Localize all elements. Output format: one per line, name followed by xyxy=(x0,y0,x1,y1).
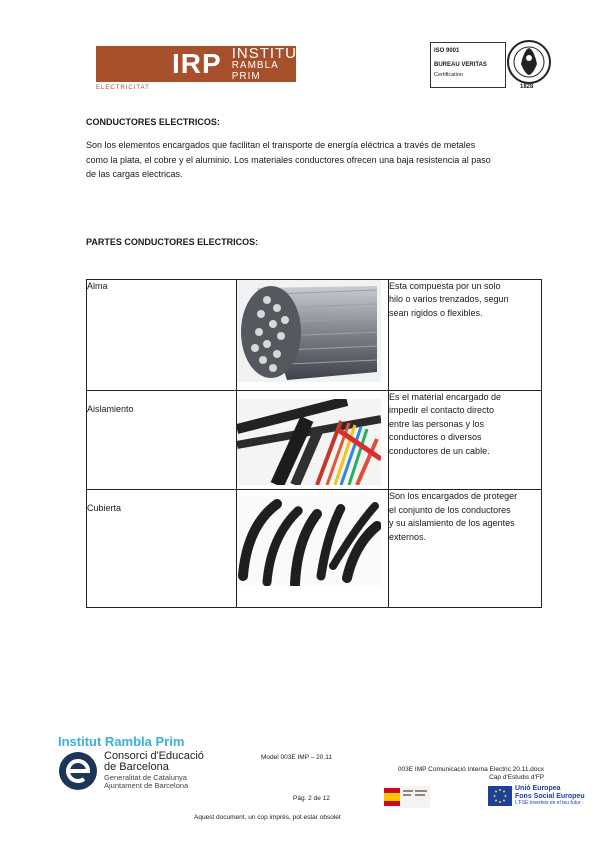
consorci-e-logo-icon xyxy=(58,751,98,791)
insulation-image xyxy=(237,399,381,485)
paragraph-line: de las cargas electricas. xyxy=(86,169,183,179)
row-label: Aislamiento xyxy=(87,391,237,490)
logo-line2: RAMBLA PRIM xyxy=(231,60,279,82)
logo-subtitle: ELECTRICITAT xyxy=(96,85,150,91)
cert-name: BUREAU VERITAS xyxy=(434,62,487,68)
footer-school-name: Institut Rambla Prim xyxy=(58,734,185,749)
table-row xyxy=(87,391,542,490)
consorci-line: de Barcelona xyxy=(104,761,169,773)
cert-type: Certification xyxy=(434,72,464,78)
image-cell xyxy=(237,280,389,391)
footer-model: Model 003E IMP – 20.11 xyxy=(261,754,332,761)
eu-text xyxy=(515,785,585,808)
bureau-veritas-badge xyxy=(430,38,552,94)
section-title-partes: PARTES CONDUCTORES ELECTRICOS: xyxy=(86,237,259,247)
description-line: Esta compuesta por un solo xyxy=(389,281,501,291)
eu-line: Unió Europea xyxy=(515,785,561,792)
row-label: Cubierta xyxy=(87,490,237,608)
image-cell xyxy=(237,391,389,490)
eu-line: Fons Social Europeu xyxy=(515,792,585,800)
row-label: Alma xyxy=(87,280,237,391)
section-title-conductores: CONDUCTORES ELECTRICOS: xyxy=(86,117,220,127)
institut-logo xyxy=(96,44,308,82)
footer-doc-info xyxy=(360,766,544,782)
cert-box xyxy=(430,42,506,88)
logo-line1: INSTITUT xyxy=(231,44,308,62)
consorci-line: Consorci d'Educació xyxy=(104,750,204,762)
consorci-text xyxy=(104,751,204,773)
table-row xyxy=(87,280,542,391)
page-number: Pàg. 2 de 12 xyxy=(293,795,330,802)
description-line: conductores o diversos xyxy=(389,432,482,443)
bureau-veritas-seal-icon xyxy=(506,38,552,86)
spain-ministry-logo-icon xyxy=(384,786,430,808)
description-line: sean rigidos o flexibles. xyxy=(389,307,483,318)
description-line: externos. xyxy=(389,531,427,542)
description-line: el conjunto de los conductores xyxy=(389,504,511,515)
government-text xyxy=(104,774,188,790)
description-line: Es el material encargado de xyxy=(389,392,502,402)
description-line: Son los encargados de proteger xyxy=(389,491,518,502)
paragraph-line: Son los elementos encargados que facilitan el transporte de energía eléctrica a través de metales xyxy=(86,140,476,150)
paragraph-line: como la plata, el cobre y el aluminio. Los materiales conductores ofrecen una baja resistencia al paso xyxy=(86,154,491,165)
footer-doc-owner: Cap d'Estudis d'FP xyxy=(489,774,544,781)
description-line: y su aislamiento de los agentes xyxy=(389,518,515,529)
logo-abbr: IRP xyxy=(172,48,222,79)
row-description xyxy=(389,280,542,391)
eu-line: L'FSE inverteix en el teu futur xyxy=(515,800,581,806)
description-line: entre las personas y los xyxy=(389,418,485,429)
row-description xyxy=(389,490,542,608)
logo-text xyxy=(232,46,308,83)
table-row xyxy=(87,490,542,608)
image-cell xyxy=(237,490,389,608)
parts-table xyxy=(86,279,542,608)
row-description xyxy=(389,391,542,490)
conduit-image xyxy=(237,496,381,586)
cert-year: 1828 xyxy=(520,84,534,90)
government-line: Generalitat de Catalunya xyxy=(104,773,187,782)
description-line: impedir el contacto directo xyxy=(389,405,495,416)
cable-core-image xyxy=(237,280,381,382)
eu-flag-icon xyxy=(488,786,512,806)
section-paragraph xyxy=(86,138,546,182)
description-line: hilo o varios trenzados, segun xyxy=(389,294,509,305)
cert-iso: ISO 9001 xyxy=(434,48,460,54)
government-line: Ajuntament de Barcelona xyxy=(104,781,189,790)
footer-doc-name: 003E IMP Comunicació Interna Electric 20.11.docx xyxy=(397,766,544,773)
description-line: conductores de un cable. xyxy=(389,445,490,456)
footer-copy-note: Aquest document, un cop imprès, pot estar obsolet xyxy=(194,814,341,821)
